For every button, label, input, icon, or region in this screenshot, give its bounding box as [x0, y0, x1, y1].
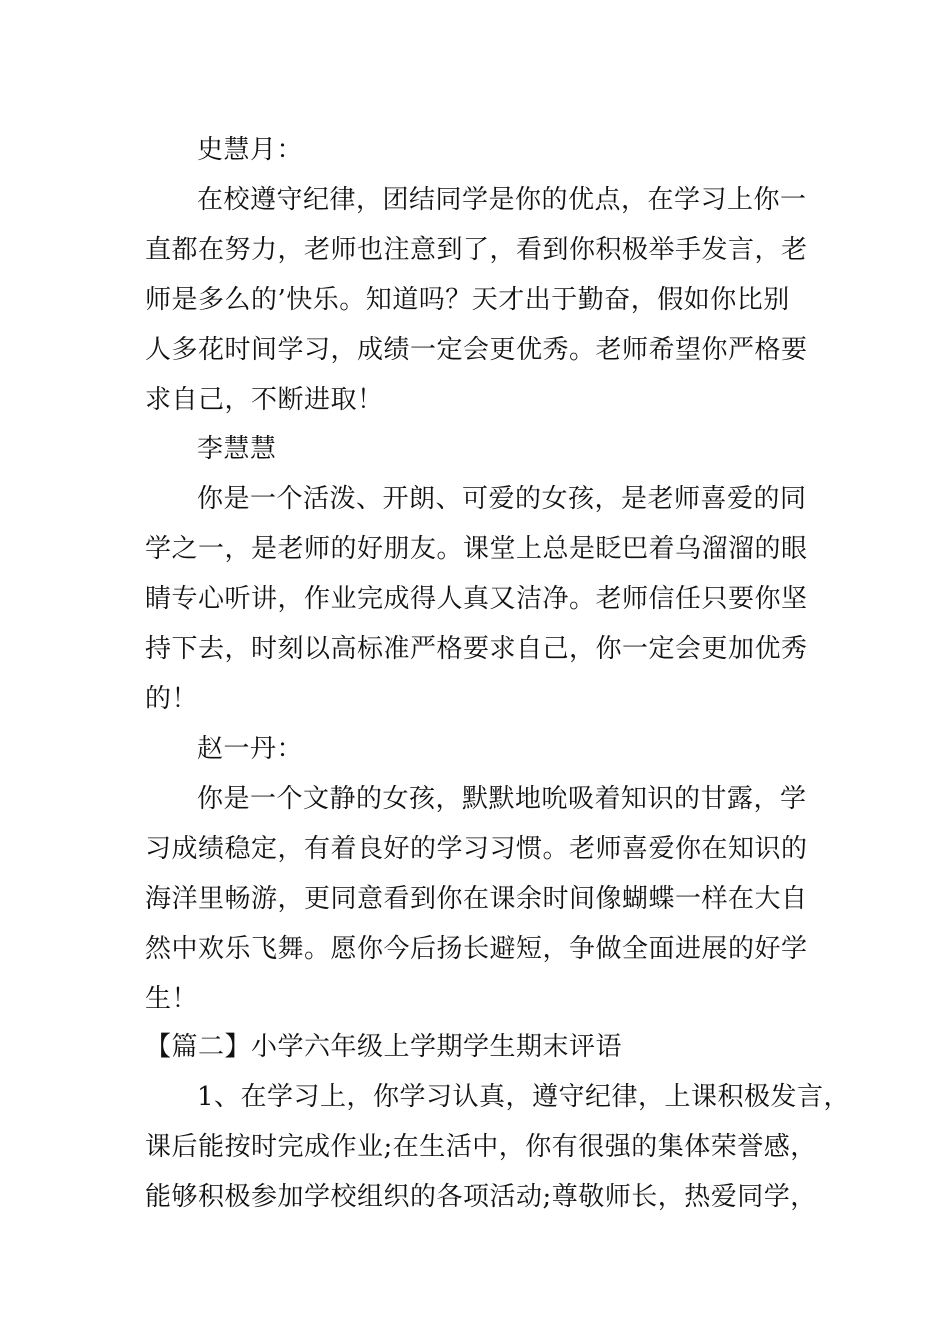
- paragraph-line: 的！: [145, 684, 199, 714]
- paragraph-line: 直都在努力，老师也注意到了，看到你积极举手发言，老: [145, 235, 808, 265]
- paragraph-line: 然中欢乐飞舞。愿你今后扬长避短，争做全面进展的好学: [145, 934, 808, 964]
- paragraph-line: 习成绩稳定，有着良好的学习习惯。老师喜爱你在知识的: [145, 834, 808, 864]
- paragraph-line: 在校遵守纪律，团结同学是你的优点，在学习上你一: [197, 185, 807, 215]
- paragraph-line: 你是一个活泼、开朗、可爱的女孩，是老师喜爱的同: [197, 484, 807, 514]
- paragraph-line: 课后能按时完成作业;在生活中，你有很强的集体荣誉感，: [145, 1132, 817, 1162]
- section-heading: 【篇二】小学六年级上学期学生期末评语: [145, 1032, 623, 1062]
- paragraph-line: 睛专心听讲，作业完成得人真又洁净。老师信任只要你坚: [145, 584, 808, 614]
- paragraph-line: 海洋里畅游，更同意看到你在课余时间像蝴蝶一样在大自: [145, 884, 808, 914]
- student-name-li-huihui: 李慧慧: [197, 434, 277, 464]
- paragraph-line: 1、在学习上，你学习认真，遵守纪律，上课积极发言，: [197, 1082, 851, 1112]
- paragraph-line: 你是一个文静的女孩，默默地吮吸着知识的甘露，学: [197, 784, 807, 814]
- paragraph-line: 学之一，是老师的好朋友。课堂上总是眨巴着乌溜溜的眼: [145, 534, 808, 564]
- paragraph-line: 人多花时间学习，成绩一定会更优秀。老师希望你严格要: [145, 335, 808, 365]
- paragraph-line: 求自己，不断进取！: [145, 385, 384, 415]
- paragraph-line: 能够积极参加学校组织的各项活动;尊敬师长，热爱同学，: [145, 1182, 817, 1212]
- paragraph-line: 持下去，时刻以高标准严格要求自己，你一定会更加优秀: [145, 634, 808, 664]
- student-name-shi-huiyue: 史慧月：: [197, 135, 304, 165]
- paragraph-line: 师是多么的’快乐。知道吗？天才出于勤奋，假如你比别: [145, 285, 790, 315]
- student-name-zhao-yidan: 赵一丹：: [197, 734, 304, 764]
- paragraph-line: 生！: [145, 984, 199, 1014]
